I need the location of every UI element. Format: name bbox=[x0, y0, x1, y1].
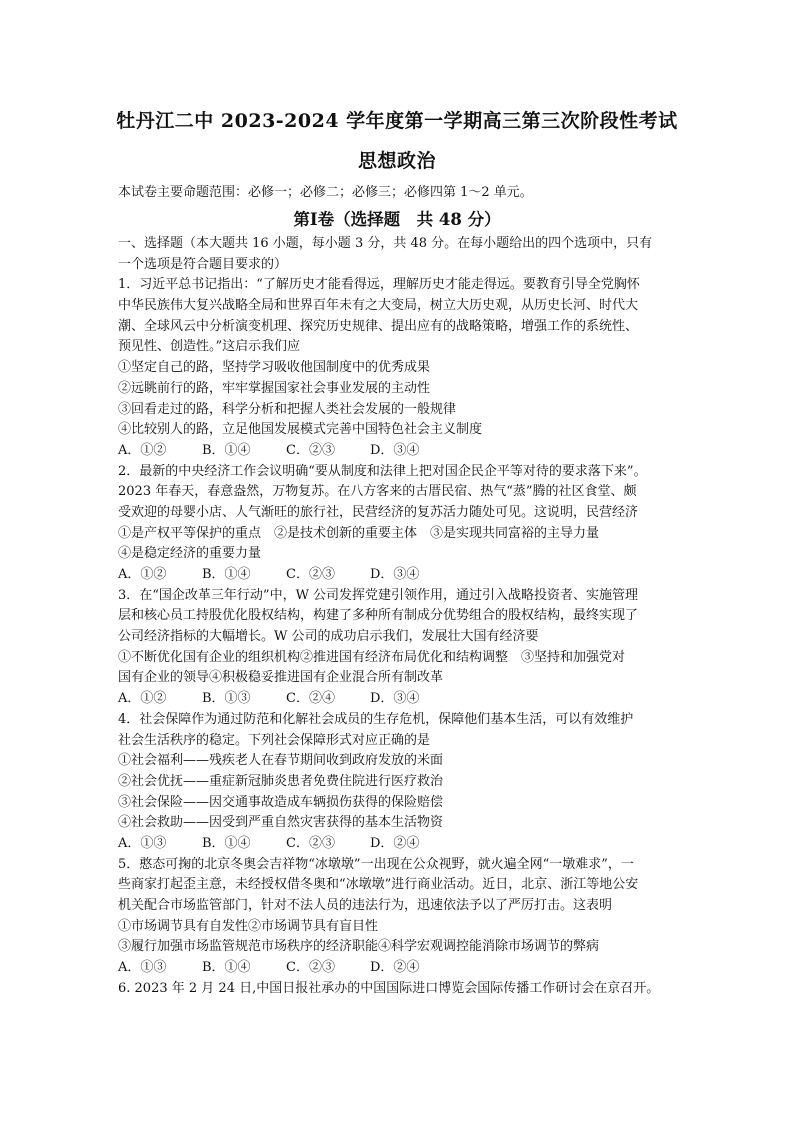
q3-option-a: A．①② bbox=[118, 691, 167, 707]
q2-option-d: D．③④ bbox=[370, 567, 420, 582]
q2-option-c: C．②③ bbox=[286, 567, 335, 582]
q3-stem-line: ①不断优化国有企业的组织机构②推进国有经济布局优化和结构调整 ③坚持和加强党对 bbox=[118, 649, 626, 665]
q5-option-d: D．②④ bbox=[370, 960, 420, 976]
q3-stem-line: 国有企业的领导④积极稳妥推进国有企业混合所有制改革 bbox=[118, 670, 444, 686]
q4-stem-line: 社会生活秩序的稳定。下列社会保障形式对应正确的是 bbox=[118, 732, 431, 748]
q4-item: ③社会保险——因交通事故造成车辆损伤获得的保险赔偿 bbox=[118, 794, 444, 810]
q4-option-a: A．①③ bbox=[118, 835, 167, 851]
q5-item: ③履行加强市场监管规范市场秩序的经济职能④科学宏观调控能消除市场调节的弊病 bbox=[118, 939, 600, 955]
q1-options bbox=[118, 441, 680, 462]
q2-stem-line: ④是稳定经济的重要力量 bbox=[118, 546, 262, 562]
q1-stem-line: 1．习近平总书记指出：“了解历史才能看得远，理解历史才能走得远。要教育引导全党胸怀 bbox=[118, 277, 640, 293]
q4-option-d: D．②④ bbox=[370, 835, 420, 851]
section-heading: 第Ⅰ卷（选择题 共 48 分） bbox=[293, 210, 501, 229]
q4-stem-line: 4．社会保障作为通过防范和化解社会成员的生存危机，保障他们基本生活，可以有效维护 bbox=[118, 711, 634, 727]
instruction-line: 一、选择题（本大题共 16 小题，每小题 3 分，共 48 分。在每小题给出的四个选项中，只有 bbox=[118, 236, 653, 251]
q3-option-c: C．②④ bbox=[286, 691, 335, 707]
q4-options bbox=[118, 834, 680, 855]
q5-option-b: B．①④ bbox=[202, 960, 251, 976]
exam-scope: 本试卷主要命题范围：必修一；必修二；必修三；必修四第 1～2 单元。 bbox=[118, 185, 533, 200]
q2-stem-line: ①是产权平等保护的重点 ②是技术创新的重要主体 ③是实现共同富裕的主导力量 bbox=[118, 525, 600, 541]
q2-stem-line: 2．最新的中央经济工作会议明确“要从制度和法律上把对国企民企平等对待的要求落下来”。 bbox=[118, 463, 647, 479]
q1-option-d: D．③④ bbox=[370, 442, 420, 458]
q3-stem-line: 公司经济指标的大幅增长。W 公司的成功启示我们，发展壮大国有经济要 bbox=[118, 629, 539, 645]
q1-item: ④比较别人的路，立足他国发展模式完善中国特色社会主义制度 bbox=[118, 422, 483, 438]
q2-stem-line: 受欢迎的母婴小店、人气渐旺的旅行社，民营经济的复苏活力随处可见。这说明，民营经济 bbox=[118, 504, 639, 520]
q1-stem-line: 潮、全球风云中分析演变机理、探究历史规律、提出应有的战略策略，增强工作的系统性、 bbox=[118, 318, 639, 334]
q1-option-a: A．①② bbox=[118, 442, 167, 458]
q5-stem-line: 机关配合市场监管部门，针对不法人员的违法行为，迅速依法予以了严厉打击。这表明 bbox=[118, 898, 613, 913]
q3-options bbox=[118, 689, 680, 710]
q1-stem-line: 预见性、创造性。”这启示我们应 bbox=[118, 339, 301, 355]
question-body bbox=[118, 234, 680, 999]
q2-options bbox=[118, 565, 680, 586]
q5-stem-line: 些商家打起歪主意，未经授权借冬奥和“冰墩墩”进行商业活动。近日，北京、浙江等地公安 bbox=[118, 877, 639, 893]
q5-stem-line: 5．憨态可掬的北京冬奥会吉祥物“冰墩墩”一出现在公众视野，就火遍全网“一墩难求”，一 bbox=[118, 856, 634, 872]
subject-title: 思想政治 bbox=[357, 150, 436, 172]
q3-stem-line: 3．在“国企改革三年行动”中，W 公司发挥党建引领作用，通过引入战略投资者、实施管理 bbox=[118, 587, 639, 603]
q4-item: ④社会救助——因受到严重自然灾害获得的基本生活物资 bbox=[118, 815, 444, 831]
q2-option-a: A．①② bbox=[118, 567, 167, 582]
q3-option-b: B．①③ bbox=[202, 691, 251, 707]
q4-option-b: B．①④ bbox=[202, 835, 251, 851]
q2-option-b: B．①④ bbox=[202, 567, 251, 582]
instruction-line: 一个选项是符合题目要求的） bbox=[118, 256, 288, 272]
q5-item: ①市场调节具有自发性②市场调节具有盲目性 bbox=[118, 918, 379, 934]
q1-item: ②远眺前行的路，牢牢掌握国家社会事业发展的主动性 bbox=[118, 380, 431, 396]
q1-option-c: C．②③ bbox=[286, 442, 335, 458]
q5-option-a: A．①③ bbox=[118, 960, 167, 976]
q4-item: ②社会优抚——重症新冠肺炎患者免费住院进行医疗救治 bbox=[118, 773, 444, 789]
q1-item: ①坚定自己的路，坚持学习吸收他国制度中的优秀成果 bbox=[118, 360, 431, 376]
q5-options bbox=[118, 958, 680, 979]
q4-option-c: C．②③ bbox=[286, 835, 335, 851]
q3-option-d: D．③④ bbox=[370, 691, 420, 707]
q2-stem-line: 2023 年春天，春意盎然，万物复苏。在八方客来的古厝民宿、热气“蒸”腾的社区食堂、颇 bbox=[118, 484, 637, 500]
q5-option-c: C．②③ bbox=[286, 960, 335, 976]
q6-stem-line: 6. 2023 年 2 月 24 日,中国日报社承办的中国国际进口博览会国际传播工作研讨会在京召开。 bbox=[118, 980, 660, 996]
q1-item: ③回看走过的路，科学分析和把握人类社会发展的一般规律 bbox=[118, 401, 457, 417]
exam-title: 牡丹江二中 2023-2024 学年度第一学期高三第三次阶段性考试 bbox=[116, 110, 678, 132]
q1-stem-line: 中华民族伟大复兴战略全局和世界百年未有之大变局，树立大历史观，从历史长河、时代大 bbox=[118, 298, 639, 314]
q3-stem-line: 层和核心员工持股优化股权结构，构建了多种所有制成分优势组合的股权结构，最终实现了 bbox=[118, 608, 639, 624]
q4-item: ①社会福利——残疾老人在春节期间收到政府发放的米面 bbox=[118, 753, 444, 769]
q1-option-b: B．①④ bbox=[202, 442, 251, 458]
